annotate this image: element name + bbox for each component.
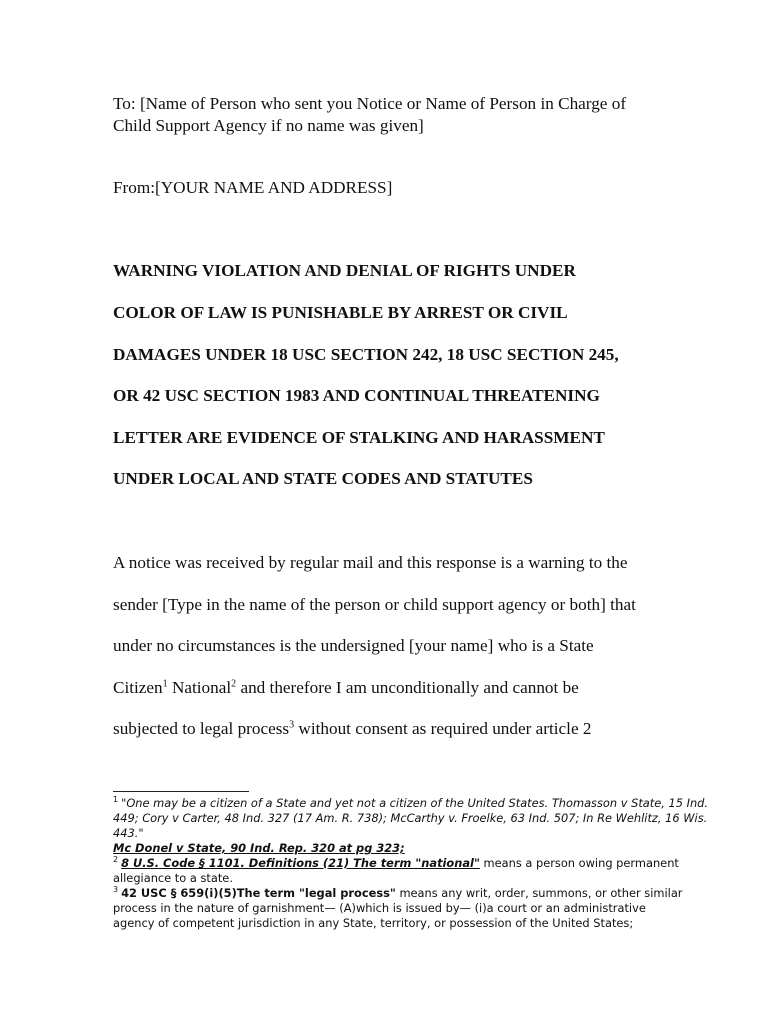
to-line-2: Child Support Agency if no name was given] xyxy=(113,116,424,135)
footnote-3-line-2: process in the nature of garnishment— (A)which is issued by— (i)a court or an administrative xyxy=(113,901,646,915)
footnote-separator xyxy=(113,791,249,792)
body-text: National xyxy=(167,678,232,697)
footnote-marker: 2 xyxy=(113,855,119,865)
body-text: subjected to legal process xyxy=(113,719,290,738)
body-text: Citizen xyxy=(113,678,163,697)
footnote-ref-3[interactable]: 3 xyxy=(289,719,295,731)
warning-line-4: OR 42 USC SECTION 1983 AND CONTINUAL THREATENING xyxy=(113,386,600,405)
footnote-text: "One may be a citizen of a State and yet not a citizen of the United States. Thomasson v State, 15 Ind. xyxy=(121,796,709,810)
footnote-2-line-1 xyxy=(113,855,679,870)
footnote-citation[interactable]: 8 U.S. Code § 1101. Definitions (21) The term "national" xyxy=(121,856,480,870)
body-text: and therefore I am unconditionally and cannot be xyxy=(236,678,579,697)
to-line-1: To: [Name of Person who sent you Notice or Name of Person in Charge of xyxy=(113,94,627,113)
footnote-1-line-2: 449; Cory v Carter, 48 Ind. 327 (17 Am. R. 738); McCarthy v. Froelke, 63 Ind. 507; In Re Wehlitz, 16 Wis. xyxy=(113,811,708,825)
footnote-3-line-1 xyxy=(113,885,683,900)
footnote-1-line-3: 443." xyxy=(113,826,144,840)
footnote-text: means a person owing permanent xyxy=(479,856,679,870)
body-text: without consent as required under article 2 xyxy=(294,719,592,738)
footnote-1-line-4: Mc Donel v State, 90 Ind. Rep. 320 at pg 323; xyxy=(113,841,405,855)
body-line-5 xyxy=(113,719,591,739)
from-line: From:[YOUR NAME AND ADDRESS] xyxy=(113,178,393,197)
footnote-marker: 1 xyxy=(113,795,119,805)
body-line-2: sender [Type in the name of the person or child support agency or both] that xyxy=(113,595,636,614)
footnote-ref-1[interactable]: 1 xyxy=(162,678,168,690)
warning-line-2: COLOR OF LAW IS PUNISHABLE BY ARREST OR CIVIL xyxy=(113,303,568,322)
warning-line-3: DAMAGES UNDER 18 USC SECTION 242, 18 USC SECTION 245, xyxy=(113,345,619,364)
footnote-term: The term "legal process" xyxy=(236,886,396,900)
footnote-text: means any writ, order, summons, or other similar xyxy=(395,886,683,900)
body-line-3: under no circumstances is the undersigned [your name] who is a State xyxy=(113,636,594,655)
footnote-citation: 42 USC § 659(i)(5) xyxy=(121,886,237,900)
footnote-ref-2[interactable]: 2 xyxy=(231,678,237,690)
body-line-1: A notice was received by regular mail and this response is a warning to the xyxy=(113,553,628,572)
footnote-2-line-2: allegiance to a state. xyxy=(113,871,233,885)
footnote-marker: 3 xyxy=(113,885,119,895)
body-line-4 xyxy=(113,678,579,698)
footnote-3-line-3: agency of competent jurisdiction in any State, territory, or possession of the United States; xyxy=(113,916,634,930)
warning-line-6: UNDER LOCAL AND STATE CODES AND STATUTES xyxy=(113,469,533,488)
warning-line-1: WARNING VIOLATION AND DENIAL OF RIGHTS UNDER xyxy=(113,261,576,280)
footnote-1-line-1 xyxy=(113,795,709,810)
warning-line-5: LETTER ARE EVIDENCE OF STALKING AND HARASSMENT xyxy=(113,428,605,447)
